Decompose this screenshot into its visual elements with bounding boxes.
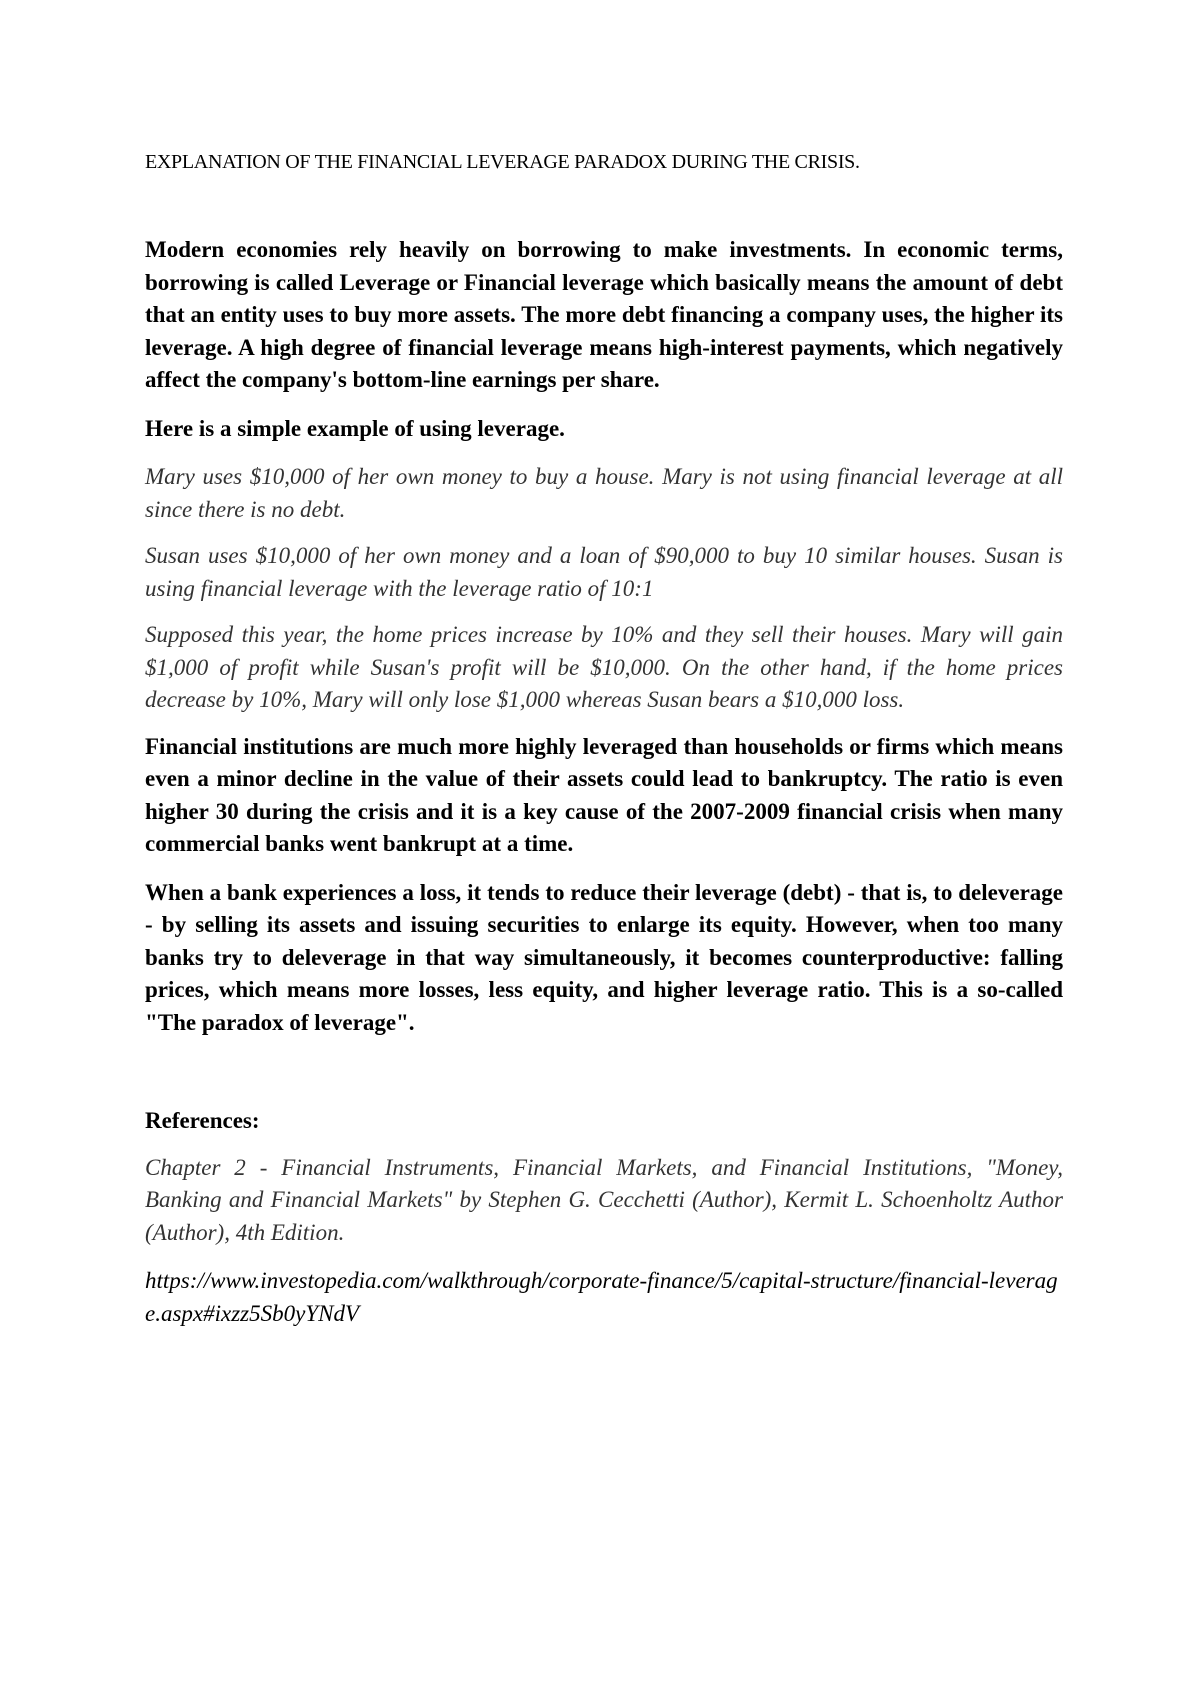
paragraph-leverage-definition: Modern economies rely heavily on borrowing to make investments. In economic terms, borrowing is called Leverage or Financial leverage which basically means the amount of debt that an entity uses to buy more assets. The more debt financing a company uses, the higher its leverage. A high degree of financial leverage means high-interest payments, which negatively affect the company's bottom-line earnings per share. — [145, 237, 1063, 392]
paragraph-paradox-of-leverage: When a bank experiences a loss, it tends to reduce their leverage (debt) - that is, to deleverage - by selling its assets and issuing securities to enlarge its equity. However, when too many banks try to deleverage in that way simultaneously, it becomes counterproductive: falling prices, which means more losses, less equity, and higher leverage ratio. This is a so-called "The paradox of leverage". — [145, 879, 1063, 1035]
example-price-change: Supposed this year, the home prices increase by 10% and they sell their houses. Mary will gain $1,000 of profit while Susan's profit will be $10,000. On the other hand, if the home prices decrease by 10%, Mary will only lose $1,000 whereas Susan bears a $10,000 loss. — [145, 622, 1063, 712]
example-susan: Susan uses $10,000 of her own money and a loan of $90,000 to buy 10 similar houses. Susan is using financial leverage with the leverage ratio of 10:1 — [145, 543, 1063, 601]
example-mary: Mary uses $10,000 of her own money to buy a house. Mary is not using financial leverage at all since there is no debt. — [145, 464, 1063, 522]
paragraph-financial-institutions: Financial institutions are much more highly leveraged than households or firms which means even a minor decline in the value of their assets could lead to bankruptcy. The ratio is even higher 30 during the crisis and it is a key cause of the 2007-2009 financial crisis when many commercial banks went bankrupt at a time. — [145, 733, 1063, 856]
document-title: EXPLANATION OF THE FINANCIAL LEVERAGE PARADOX DURING THE CRISIS. — [145, 151, 860, 173]
reference-book: Chapter 2 - Financial Instruments, Financial Markets, and Financial Institutions, "Money, Banking and Financial Markets" by Stephen G. Cecchetti (Author), Kermit L. Schoenholtz Author (Author), 4th Edition. — [145, 1154, 1063, 1245]
reference-link[interactable]: https://www.investopedia.com/walkthrough/corporate-finance/5/capital-structure/financial-leverage.aspx#ixzz5Sb0yYNdV — [145, 1268, 1058, 1326]
references-heading: References: — [145, 1108, 260, 1133]
document-page — [145, 150, 1063, 1346]
paragraph-example-intro: Here is a simple example of using leverage. — [145, 415, 565, 441]
